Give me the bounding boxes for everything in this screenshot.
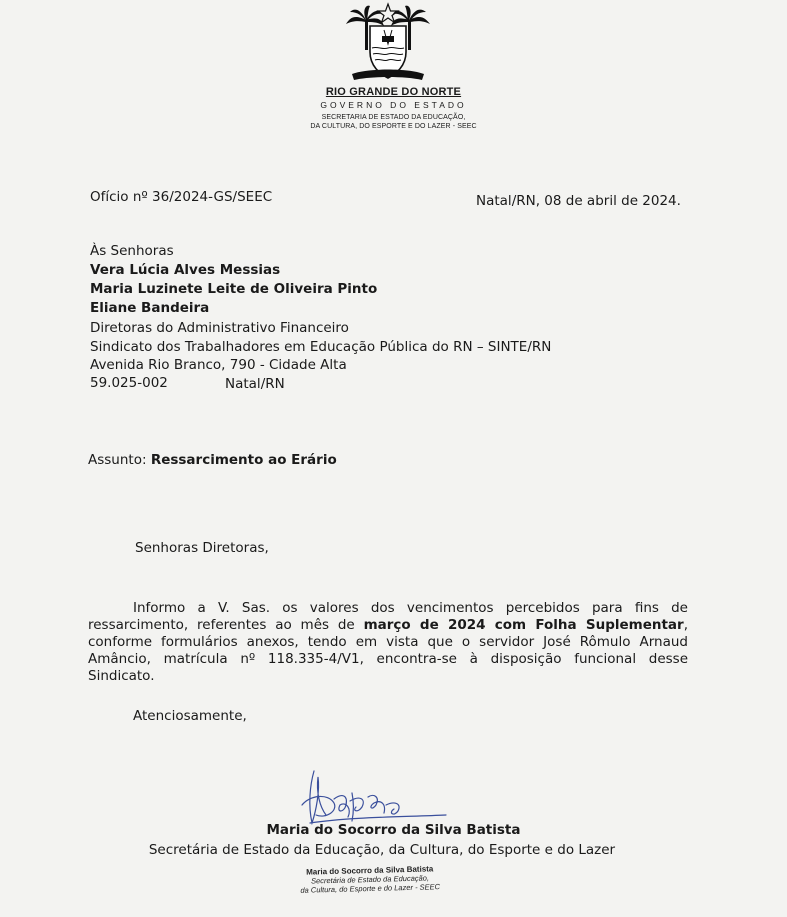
recipient-organization: Sindicato dos Trabalhadores em Educação Pública do RN – SINTE/RN	[90, 339, 552, 355]
salutation-to: Às Senhoras	[90, 243, 174, 259]
recipient-city: Natal/RN	[225, 376, 285, 392]
stamp-line: Secretária de Estado da Educação,	[310, 873, 430, 886]
secretariat-line-1: SECRETARIA DE ESTADO DA EDUCAÇÃO,	[321, 114, 466, 121]
secretariat-line-2: DA CULTURA, DO ESPORTE E DO LAZER - SEEC	[310, 123, 477, 130]
closing: Atenciosamente,	[133, 708, 247, 724]
signature-stamp	[270, 863, 471, 895]
body-highlight: março de 2024 com Folha Suplementar	[363, 617, 684, 633]
office-number: Ofício nº 36/2024-GS/SEEC	[90, 189, 273, 205]
body-line	[88, 617, 688, 634]
government-label: GOVERNO DO ESTADO	[320, 100, 467, 110]
subject-value: Ressarcimento ao Erário	[150, 452, 337, 468]
body-line: conforme formulários anexos, tendo em vista que o servidor José Rômulo Arnaud	[88, 634, 688, 650]
greeting: Senhoras Diretoras,	[135, 540, 269, 556]
recipient-role: Diretoras do Administrativo Financeiro	[90, 320, 349, 336]
body-paragraph	[88, 600, 688, 685]
recipient-name: Vera Lúcia Alves Messias	[90, 262, 281, 278]
stamp-name: Maria do Socorro da Silva Batista	[306, 864, 434, 877]
state-name: RIO GRANDE DO NORTE	[325, 86, 462, 98]
body-text: ressarcimento, referentes ao mês de	[88, 617, 364, 633]
recipient-address: Avenida Rio Branco, 790 - Cidade Alta	[90, 357, 347, 373]
recipient-name: Maria Luzinete Leite de Oliveira Pinto	[90, 281, 378, 297]
state-coat-of-arms-icon	[344, 0, 432, 84]
signer-name: Maria do Socorro da Silva Batista	[266, 822, 521, 838]
recipient-postal-code: 59.025-002	[90, 375, 168, 391]
body-line: Informo a V. Sas. os valores dos vencimentos percebidos para fins de	[133, 600, 688, 616]
subject-label: Assunto:	[88, 452, 147, 468]
body-line: Amâncio, matrícula nº 118.335-4/V1, encontra-se à disposição funcional desse Sindicato.	[88, 651, 688, 684]
place-date: Natal/RN, 08 de abril de 2024.	[476, 193, 681, 209]
body-text: ,	[683, 617, 688, 633]
recipient-name: Eliane Bandeira	[90, 300, 210, 316]
stamp-line: da Cultura, do Esporte e do Lazer - SEEC	[300, 882, 441, 895]
subject	[88, 452, 337, 468]
signer-role: Secretária de Estado da Educação, da Cultura, do Esporte e do Lazer	[148, 842, 616, 858]
